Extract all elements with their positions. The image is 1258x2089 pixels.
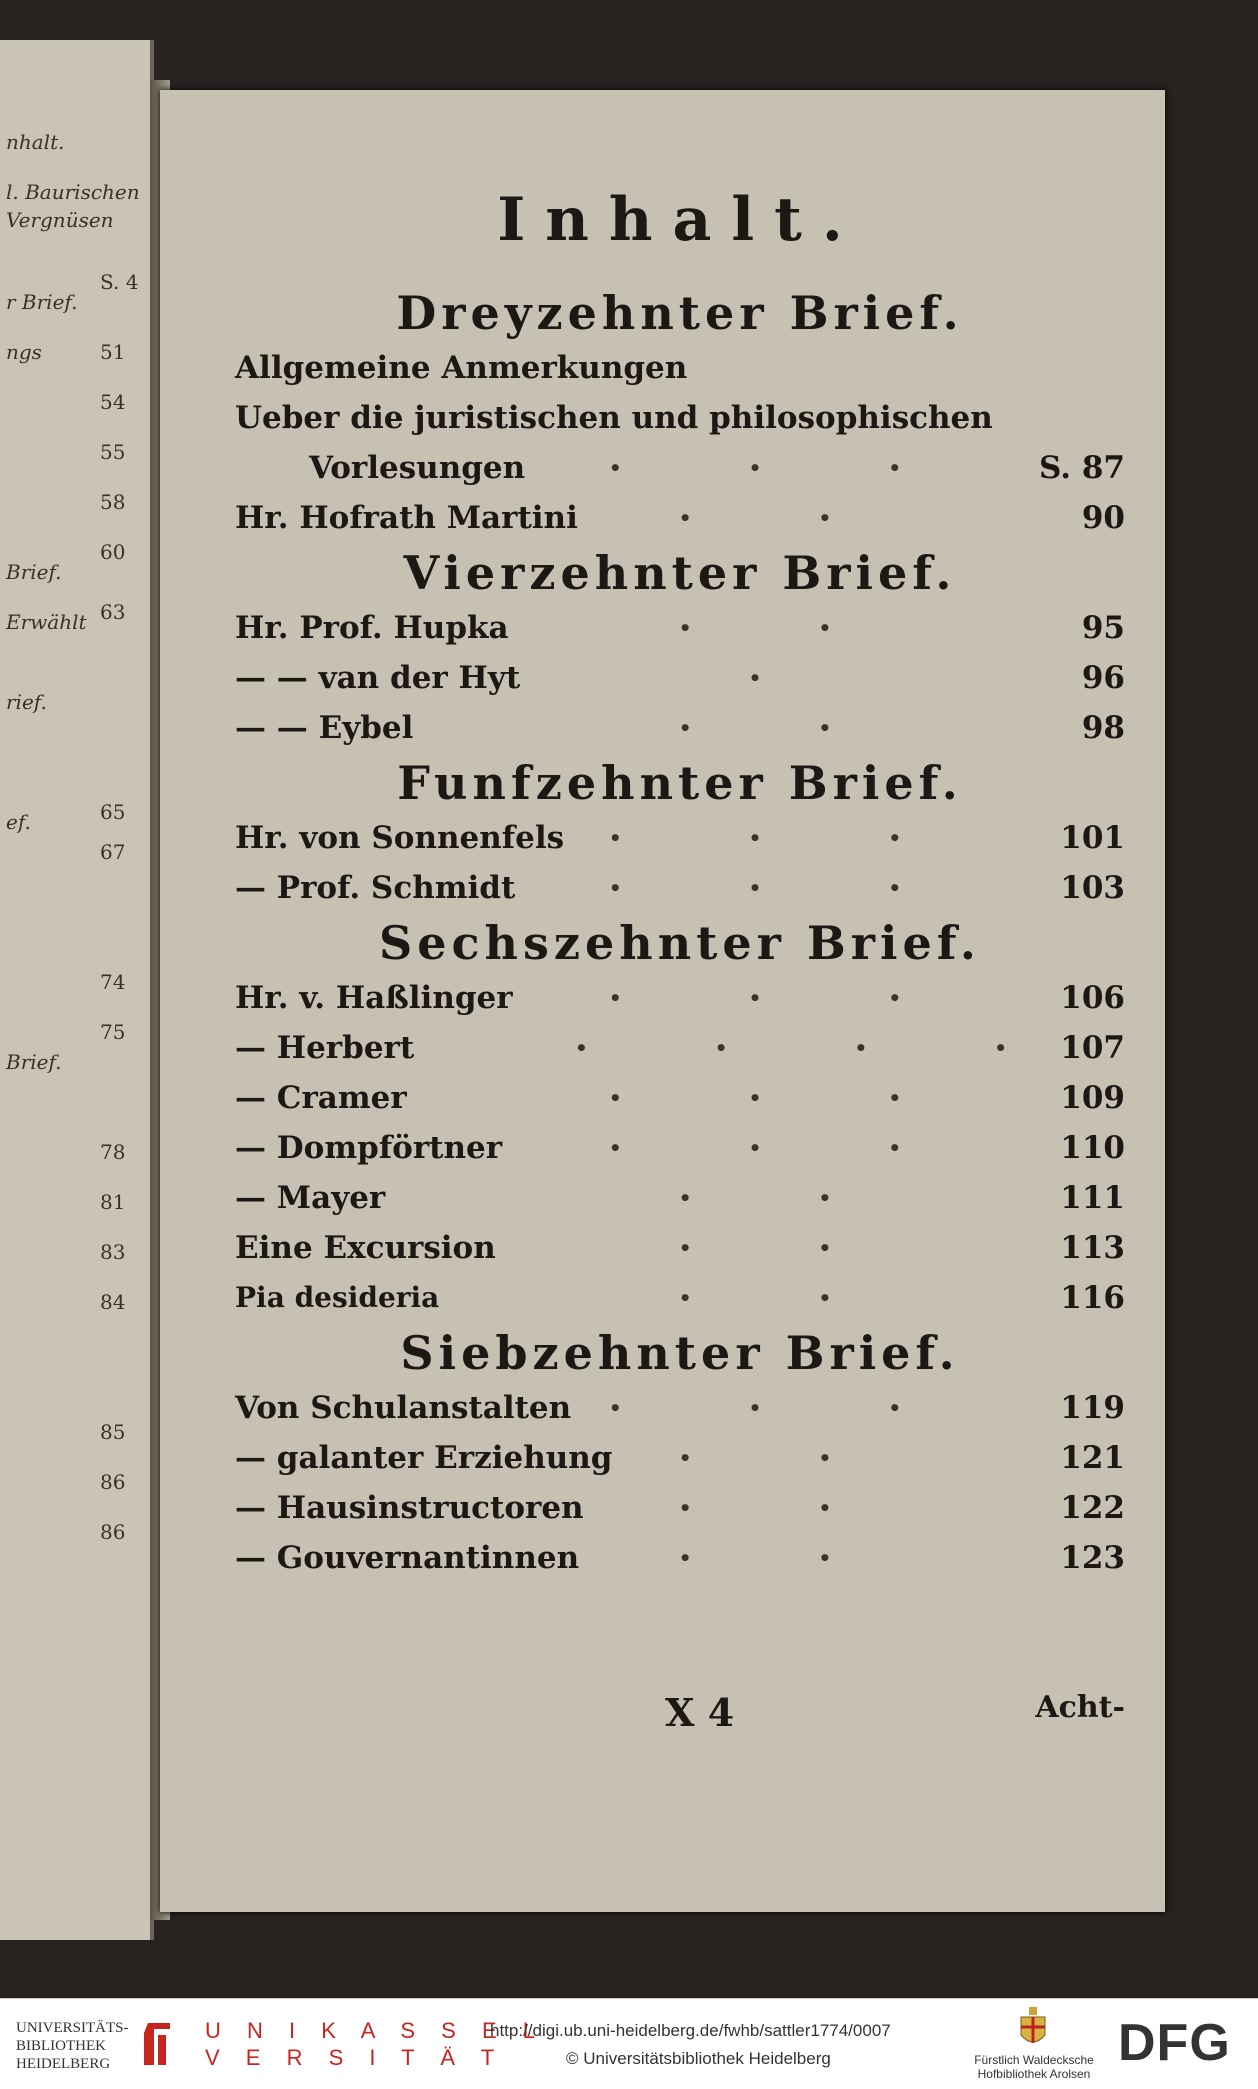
section-heading: Dreyzehnter Brief. bbox=[396, 286, 964, 340]
leader-dots: • • • bbox=[608, 1086, 962, 1110]
leader-dots: • • • bbox=[608, 986, 962, 1010]
page-number: 96 bbox=[1081, 660, 1125, 696]
toc-entry bbox=[235, 863, 1125, 913]
page-number: 90 bbox=[1081, 500, 1125, 536]
leader-dots: • • • bbox=[608, 1396, 962, 1420]
left-page-number: 74 bbox=[100, 970, 126, 994]
page-number: 98 bbox=[1081, 710, 1125, 746]
entry-title: — Cramer bbox=[235, 1080, 407, 1116]
toc-entry bbox=[235, 813, 1125, 863]
footer-bar bbox=[0, 1998, 1258, 2089]
kassel-line-2: V E R S I T Ä T bbox=[205, 2045, 505, 2070]
left-page-number: 83 bbox=[100, 1240, 126, 1264]
left-page-line: ef. bbox=[6, 810, 31, 834]
page-number: 119 bbox=[1060, 1390, 1125, 1426]
left-page-number: 54 bbox=[100, 390, 126, 414]
left-page-line: Erwählt bbox=[6, 610, 87, 634]
toc-entry bbox=[235, 1273, 1125, 1323]
left-page-number: 63 bbox=[100, 600, 126, 624]
toc-entry bbox=[235, 1073, 1125, 1123]
kassel-line-1: U N I K A S S E L bbox=[205, 2018, 545, 2043]
left-page-number: 86 bbox=[100, 1470, 126, 1494]
toc-entry bbox=[235, 1123, 1125, 1173]
left-page-number: 58 bbox=[100, 490, 126, 514]
leader-dots: • • bbox=[678, 616, 892, 640]
entry-title: Pia desideria bbox=[235, 1281, 440, 1314]
leader-dots: • • • bbox=[608, 456, 962, 480]
dfg-logo[interactable]: DFG bbox=[1118, 2014, 1231, 2072]
left-page-number: 84 bbox=[100, 1290, 126, 1314]
page-number: 109 bbox=[1060, 1080, 1125, 1116]
leader-dots: • • bbox=[678, 1546, 892, 1570]
entry-title: Eine Excursion bbox=[235, 1230, 496, 1266]
page-number: 107 bbox=[1060, 1030, 1125, 1066]
entry-title: — — Eybel bbox=[235, 710, 414, 746]
left-page-line: rief. bbox=[6, 690, 47, 714]
arolsen-crest-icon bbox=[1018, 2007, 1048, 2051]
page-number: 122 bbox=[1060, 1490, 1125, 1526]
left-page-number: 55 bbox=[100, 440, 126, 464]
toc-sections bbox=[235, 283, 1125, 1583]
toc-entry bbox=[235, 1223, 1125, 1273]
page-title: Inhalt. bbox=[497, 185, 863, 255]
page-number: 101 bbox=[1060, 820, 1125, 856]
entry-title: Allgemeine Anmerkungen bbox=[235, 350, 688, 386]
toc-entry bbox=[235, 1023, 1125, 1073]
catchword: Acht- bbox=[1035, 1690, 1125, 1725]
left-page-line: nhalt. bbox=[6, 130, 65, 154]
toc-entry bbox=[235, 1533, 1125, 1583]
entry-title: Ueber die juristischen und philosophischen bbox=[235, 400, 993, 436]
entry-title: — — van der Hyt bbox=[235, 660, 521, 696]
left-page-number: 86 bbox=[100, 1520, 126, 1544]
section-heading: Siebzehnter Brief. bbox=[400, 1326, 960, 1380]
page-number: 113 bbox=[1060, 1230, 1125, 1266]
left-page-number: 67 bbox=[100, 840, 126, 864]
leader-dots: • • • bbox=[608, 826, 962, 850]
page-number: 110 bbox=[1060, 1130, 1125, 1166]
toc-entry bbox=[235, 703, 1125, 753]
entry-title: — Hausinstructoren bbox=[235, 1490, 584, 1526]
heidelberg-library-label[interactable] bbox=[16, 2019, 129, 2073]
page-number: 95 bbox=[1081, 610, 1125, 646]
toc-entry bbox=[235, 1433, 1125, 1483]
toc-entry bbox=[235, 973, 1125, 1023]
left-page-line: r Brief. bbox=[6, 290, 78, 314]
toc-entry bbox=[235, 653, 1125, 703]
page-number: 123 bbox=[1060, 1540, 1125, 1576]
toc-entry bbox=[235, 393, 1125, 443]
leader-dots: • • bbox=[678, 1286, 892, 1310]
left-page-number: 51 bbox=[100, 340, 126, 364]
left-page-line: ngs bbox=[6, 340, 42, 364]
unikassel-logo-icon[interactable] bbox=[140, 2021, 174, 2067]
lib-line-2: BIBLIOTHEK bbox=[16, 2038, 106, 2054]
lib-line-1: UNIVERSITÄTS- bbox=[16, 2020, 129, 2036]
section-heading: Sechszehnter Brief. bbox=[379, 916, 981, 970]
lib-line-3: HEIDELBERG bbox=[16, 2056, 111, 2072]
leader-dots: • • • bbox=[608, 1136, 962, 1160]
leader-dots: • • bbox=[678, 1186, 892, 1210]
left-page-number: 75 bbox=[100, 1020, 126, 1044]
leader-dots: • • bbox=[678, 1496, 892, 1520]
left-page-number: 60 bbox=[100, 540, 126, 564]
entry-title: Hr. v. Haßlinger bbox=[235, 980, 513, 1016]
page-number: S. 87 bbox=[1038, 450, 1125, 486]
page-number: 121 bbox=[1060, 1440, 1125, 1476]
page-number: 106 bbox=[1060, 980, 1125, 1016]
entry-title: Hr. Hofrath Martini bbox=[235, 500, 578, 536]
left-page-number: S. 4 bbox=[100, 270, 139, 294]
arolsen-line-2: Hofbibliothek Arolsen bbox=[977, 2067, 1091, 2081]
left-page-line: Brief. bbox=[6, 1050, 62, 1074]
left-page-line: Brief. bbox=[6, 560, 62, 584]
entry-title: — Gouvernantinnen bbox=[235, 1540, 580, 1576]
page-number: 103 bbox=[1060, 870, 1125, 906]
book-page bbox=[160, 90, 1165, 1912]
leader-dots: • bbox=[748, 666, 822, 690]
leader-dots: • • bbox=[678, 1236, 892, 1260]
entry-title: Hr. Prof. Hupka bbox=[235, 610, 509, 646]
section-heading: Vierzehnter Brief. bbox=[403, 546, 957, 600]
toc-entry bbox=[235, 343, 1125, 393]
left-page-number: 78 bbox=[100, 1140, 126, 1164]
signature-mark: X 4 bbox=[665, 1690, 735, 1735]
copyright-text: © Universitätsbibliothek Heidelberg bbox=[566, 2049, 831, 2068]
entry-title: — Prof. Schmidt bbox=[235, 870, 516, 906]
entry-title: Vorlesungen bbox=[309, 450, 526, 486]
leader-dots: • • bbox=[678, 506, 892, 530]
entry-title: — Mayer bbox=[235, 1180, 386, 1216]
section-heading: Funfzehnter Brief. bbox=[397, 756, 963, 810]
entry-title: — Dompförtner bbox=[235, 1130, 503, 1166]
leader-dots: • • bbox=[678, 1446, 892, 1470]
left-page-number: 85 bbox=[100, 1420, 126, 1444]
arolsen-line-1: Fürstlich Waldecksche bbox=[974, 2053, 1094, 2067]
toc-entry bbox=[235, 1173, 1125, 1223]
toc-entry bbox=[235, 443, 1125, 493]
leader-dots: • • • • bbox=[575, 1036, 1068, 1060]
left-page-line: Vergnüsen bbox=[6, 208, 114, 232]
toc-entry bbox=[235, 1483, 1125, 1533]
page-number: 116 bbox=[1060, 1280, 1125, 1316]
entry-title: Hr. von Sonnenfels bbox=[235, 820, 565, 856]
left-page-number: 65 bbox=[100, 800, 126, 824]
table-of-contents bbox=[235, 185, 1125, 1583]
toc-entry bbox=[235, 493, 1125, 543]
arolsen-library-label[interactable] bbox=[974, 2053, 1094, 2081]
left-page-number: 81 bbox=[100, 1190, 126, 1214]
toc-entry bbox=[235, 1383, 1125, 1433]
entry-title: — galanter Erziehung bbox=[235, 1440, 613, 1476]
leader-dots: • • bbox=[678, 716, 892, 740]
left-page-fragment bbox=[0, 40, 154, 1940]
page-number: 111 bbox=[1060, 1180, 1125, 1216]
entry-title: — Herbert bbox=[235, 1030, 415, 1066]
toc-entry bbox=[235, 603, 1125, 653]
permalink-url[interactable]: http://digi.ub.uni-heidelberg.de/fwhb/sattler1774/0007 bbox=[490, 2021, 891, 2040]
leader-dots: • • • bbox=[608, 876, 962, 900]
entry-title: Von Schulanstalten bbox=[235, 1390, 572, 1426]
left-page-line: l. Baurischen bbox=[6, 180, 140, 204]
